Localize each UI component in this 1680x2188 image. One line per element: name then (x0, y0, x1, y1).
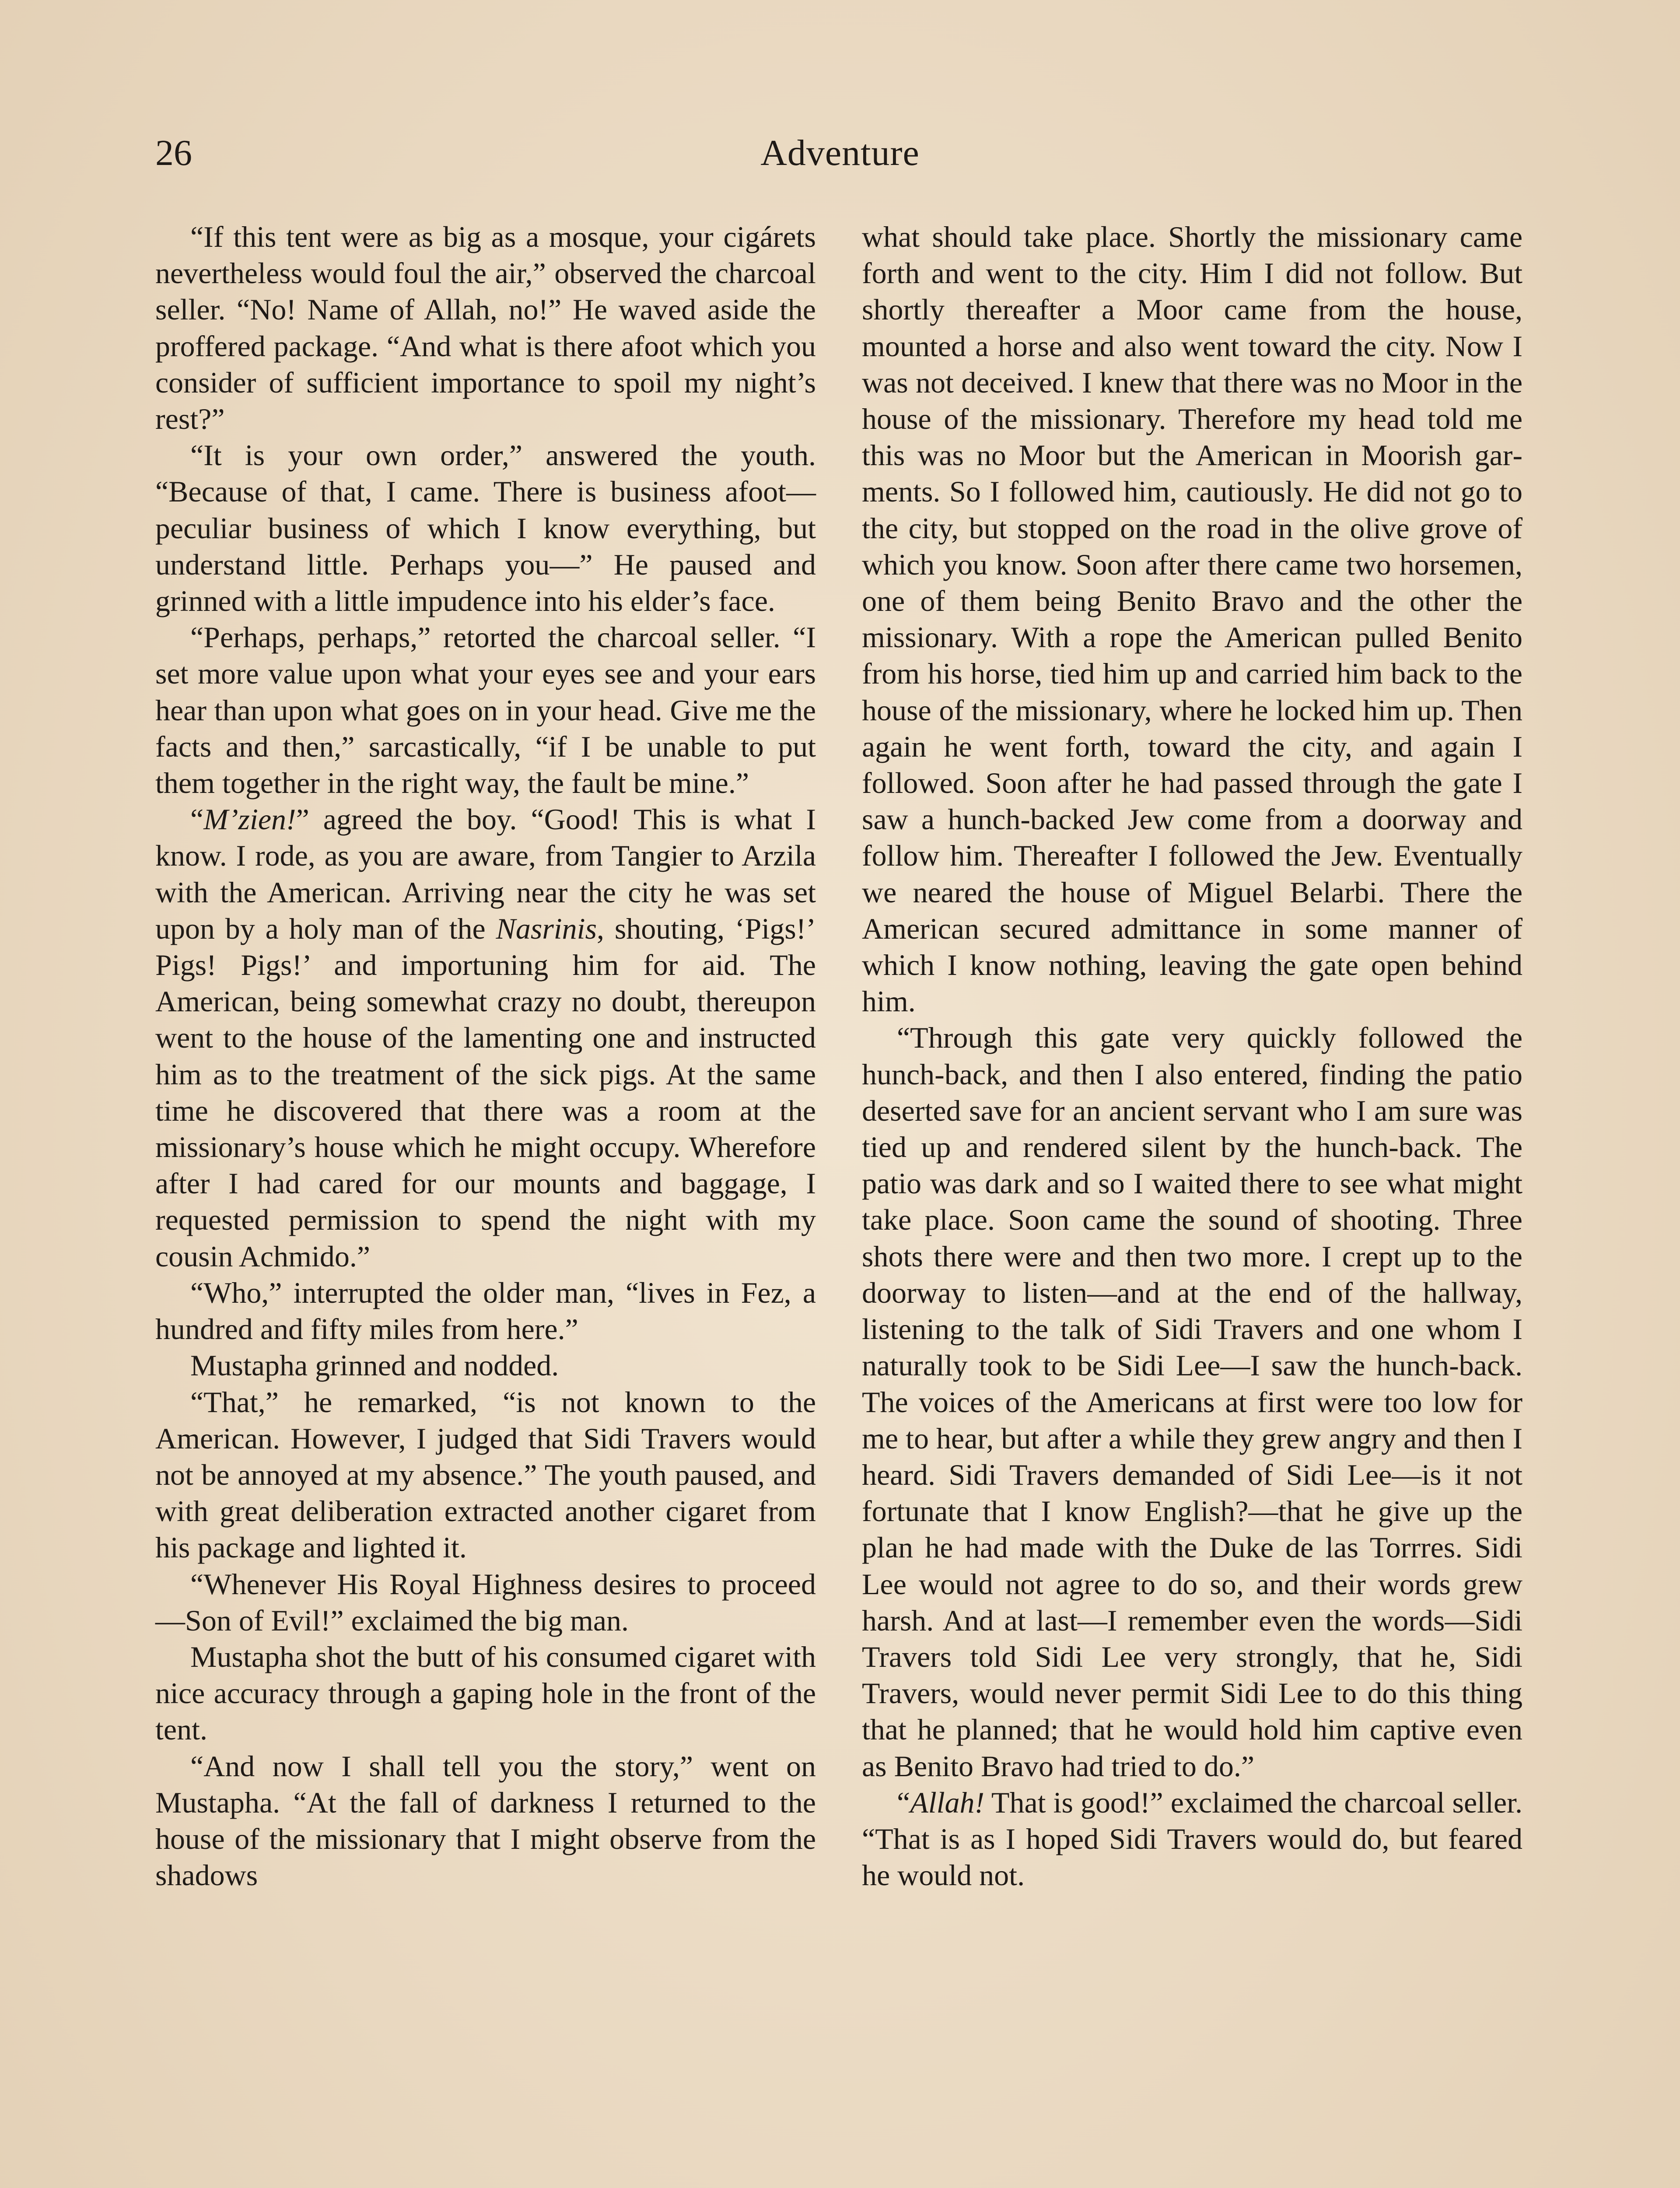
paragraph: what should take place. Shortly the missionary came forth and went to the city. Him I did not follow. But shortly thereafter a Moor came from the house, mounted a horse and also went toward the city. Now I was not deceived. I knew that there was no Moor in the house of the missionary. Therefore my head told me this was no Moor but the American in Moorish garments. So I followed him, cautiously. He did not go to the city, but stopped on the road in the olive grove of which you know. Soon after there came two horsemen, one of them being Benito Bravo and the other the missionary. With a rope the American pulled Benito from his horse, tied him up and carried him back to the house of the missionary, where he locked him up. Then again he went forth, toward the city, and again I followed. Soon after he had passed through the gate I saw a hunch-backed Jew come from a doorway and follow him. Thereafter I followed the Jew. Eventually we neared the house of Miguel Belarbi. There the American secured admittance in some manner of which I know nothing, leaving the gate open behind him. (862, 220, 1522, 1018)
paragraph: “And now I shall tell you the story,” went on Mustapha. “At the fall of darkness I returned to the house of the missionary that I might observe from the shadows (155, 1749, 816, 1892)
paragraph: “Perhaps, perhaps,” retorted the charcoal seller. “I set more value upon what your eyes see and your ears hear than upon what goes on in your head. Give me the facts and then,” sarcastically, “if I be unable to put them together in the right way, the fault be mine.” (155, 621, 816, 800)
left-text-column (155, 219, 816, 1893)
paragraph: “Through this gate very quickly followed the hunch-back, and then I also entered, finding the patio deserted save for an ancient servant who I am sure was tied up and rendered silent by the hunch-back. The patio was dark and so I waited there to see what might take place. Soon came the sound of shooting. Three shots there were and then two more. I crept up to the doorway to listen—and at the end of the hallway, listening to the talk of Sidi Travers and one whom I naturally took to be Sidi Lee—I saw the hunch-back. The voices of the Americans at first were too low for me to hear, but after a while they grew angry and then I heard. Sidi Travers demanded of Sidi Lee—is it not fortunate that I know English?—that he give up the plan he had made with the Duke de las Torrres. Sidi Lee would not agree to do so, and their words grew harsh. And at last—I remember even the words—Sidi Travers told Sidi Lee very strongly, that he, Sidi Travers, would never permit Sidi Lee to do this thing that he planned; that he would hold him captive even as Benito Bravo had tried to do.” (862, 1021, 1522, 1783)
running-title: Adventure (760, 133, 920, 173)
page-number: 26 (155, 133, 192, 173)
paragraph: “If this tent were as big as a mosque, your cigárets nevertheless would foul the air,” observed the charcoal seller. “No! Name of Allah, no!” He waved aside the proffered package. “And what is there afoot which you consider of sufficient importance to spoil my night’s rest?” (155, 220, 816, 436)
paragraph: “That,” he remarked, “is not known to the American. However, I judged that Sidi Travers would not be annoyed at my absence.” The youth paused, and with great deliberation extracted another cigaret from his package and lighted it. (155, 1385, 816, 1564)
paragraph: “It is your own order,” answered the youth. “Because of that, I came. There is business afoot—peculiar business of which I know everything, but understand little. Perhaps you—” He paused and grinned with a little impudence into his elder’s face. (155, 438, 816, 618)
paragraph: “Whenever His Royal Highness desires to proceed—Son of Evil!” exclaimed the big man. (155, 1567, 816, 1637)
page-header (155, 127, 1525, 179)
paragraph: Mustapha shot the butt of his consumed cigaret with nice accuracy through a gaping hole in the front of the tent. (155, 1640, 816, 1746)
paragraph: Mustapha grinned and nodded. (190, 1349, 559, 1382)
right-text-column (862, 219, 1522, 1893)
paragraph: “Who,” interrupted the older man, “lives in Fez, a hundred and fifty miles from here.” (155, 1276, 816, 1346)
paragraph: “Allah! That is good!” exclaimed the charcoal seller. “That is as I hoped Sidi Travers would do, but feared he would not. (862, 1785, 1522, 1892)
paragraph: “M’zien!” agreed the boy. “Good! This is what I know. I rode, as you are aware, from Tangier to Arzila with the American. Arriving near the city he was set upon by a holy man of the Nasrinis, shouting, ‘Pigs!’ Pigs! Pigs!’ and importuning him for aid. The American, being somewhat crazy no doubt, thereupon went to the house of the lamenting one and instructed him as to the treatment of the sick pigs. At the same time he discovered that there was a room at the missionary’s house which he might occupy. Wherefore after I had cared for our mounts and baggage, I requested permission to spend the night with my cousin Achmido.” (155, 803, 816, 1273)
